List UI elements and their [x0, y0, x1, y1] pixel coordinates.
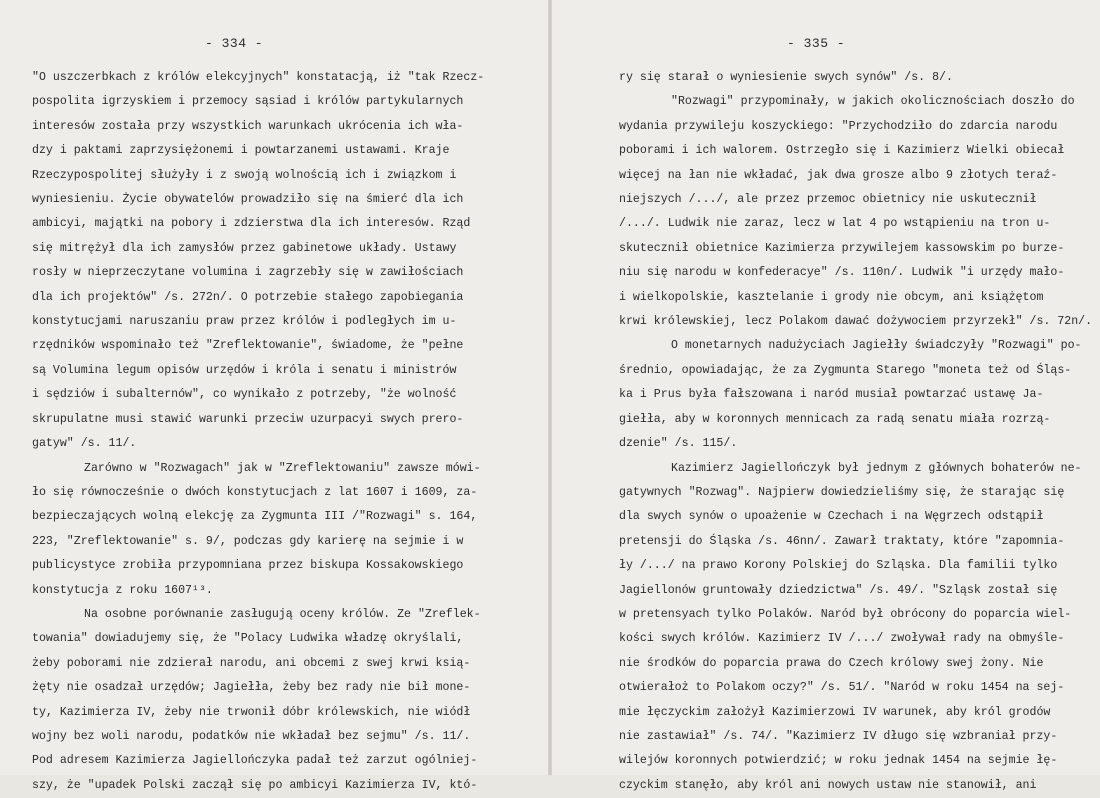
text-line: szy, że "upadek Polski zaczął się po ambicyi Kazimierza IV, któ-	[32, 778, 478, 792]
text-line: gatywnych "Rozwag". Najpierw dowiedzieliśmy się, że starając się	[619, 485, 1065, 499]
text-line: niejszych /.../, ale przez przemoc obietnicy nie uskutecznił	[619, 193, 1037, 207]
text-line: kości swych królów. Kazimierz IV /.../ zwoływał rady na obmyśle-	[619, 632, 1065, 646]
left-page	[0, 0, 548, 792]
text-line: pospolita igrzyskiem i przemocy sąsiad i królów partykularnych	[32, 95, 464, 109]
text-line: towania" dowiadujemy się, że "Polacy Ludwika władzę okryślali,	[32, 632, 464, 646]
text-line: ło się równocześnie o dwóch konstytucjach z lat 1607 i 1609, za-	[32, 485, 478, 499]
text-line: Pod adresem Kazimierza Jagiellończyka padał też zarzut ogólniej-	[32, 754, 478, 768]
text-line: O monetarnych nadużyciach Jagiełły świadczyły "Rozwagi" po-	[671, 339, 1082, 353]
text-line: mie łęczyckim założył Kazimierzowi IV warunek, aby król grodów	[619, 705, 1051, 719]
text-line: ry się starał o wyniesienie swych synów" /s. 8/.	[619, 71, 953, 84]
text-line: skrupulatne musi stawić warunki przeciw uzurpacyi swych prero-	[32, 412, 464, 426]
text-line: Rzeczypospolitej służyły i z swoją wolnością ich i związkom i	[32, 168, 457, 182]
text-line: otwierałoż to Polakom oczy?" /s. 51/. "Naród w roku 1454 na sej-	[619, 681, 1065, 695]
text-line: w pretensyach tylko Polaków. Naród był obrócony do poparcia wiel-	[619, 607, 1072, 621]
text-line: skutecznił obietnice Kazimierza przywilejem kassowskim po burze-	[619, 241, 1065, 255]
text-line: /.../. Ludwik nie zaraz, lecz w lat 4 po wstąpieniu na tron u-	[619, 217, 1051, 231]
text-line: konstytucja z roku 1607¹³.	[32, 583, 213, 597]
text-line: interesów została przy wszystkich warunkach ukrócenia ich wła-	[32, 119, 464, 133]
text-line: nie środków do poparcia prawa do Czech królowy swej żony. Nie	[619, 656, 1044, 670]
text-line: konstytucjami naruszaniu praw przez królów i podległych im u-	[32, 315, 457, 329]
text-line: "O uszczerbkach z królów elekcyjnych" konstatacją, iż "tak Rzecz-	[32, 71, 485, 84]
page-number-left: - 334 -	[205, 36, 264, 51]
text-line: Kazimierz Jagiellończyk był jednym z głównych bohaterów ne-	[671, 461, 1082, 475]
left-page-text	[32, 66, 532, 798]
text-line: bezpieczających wolną elekcję za Zygmunta III /"Rozwagi" s. 164,	[32, 510, 478, 524]
text-line: wilejów koronnych potwierdzić; w roku jednak 1454 na sejmie łę-	[619, 754, 1058, 768]
text-line: są Volumina legum opisów urzędów i króla i senatu i ministrów	[32, 363, 457, 377]
text-line: ka i Prus była fałszowana i naród musiał powtarzać ustawę Ja-	[619, 388, 1044, 402]
text-line: czyckim stanęło, aby król ani nowych ustaw nie stanowił, ani	[619, 778, 1037, 792]
text-line: i sędziów i subalternów", co wynikało z potrzeby, "że wolność	[32, 388, 457, 402]
text-line: giełła, aby w koronnych mennicach za radą senatu miała rozrzą-	[619, 412, 1051, 426]
text-line: rosły w nieprzeczytane volumina i zagrzebły się w zawiłościach	[32, 266, 464, 280]
text-line: gatyw" /s. 11/.	[32, 437, 137, 451]
text-line: żęty nie osadzał urzędów; Jagiełła, żeby bez rady nie bił mone-	[32, 681, 471, 695]
text-line: pretensji do Śląska /s. 46nn/. Zawarł traktaty, które "zapomnia-	[619, 534, 1065, 548]
text-line: Jagiellonów gruntowały dziedzictwa" /s. 49/. "Szląsk został się	[619, 583, 1058, 597]
text-line: "Rozwagi" przypominały, w jakich okolicznościach doszło do	[671, 95, 1075, 109]
text-line: dzenie" /s. 115/.	[619, 437, 738, 451]
text-line: wydania przywileju koszyckiego: "Przychodziło do zdarcia narodu	[619, 119, 1058, 133]
text-line: więcej na łan nie wkładać, jak dwa grosze albo 9 złotych teraź-	[619, 168, 1058, 182]
text-line: i wielkopolskie, kasztelanie i grody nie obcym, ani książętom	[619, 290, 1044, 304]
text-line: wojny bez woli narodu, podatków nie wkładał bez sejmu" /s. 11/.	[32, 729, 471, 743]
text-line: Na osobne porównanie zasługują oceny królów. Ze "Zreflek-	[84, 607, 481, 621]
text-line: publicystyce zrobiła przypomniana przez biskupa Kossakowskiego	[32, 559, 464, 573]
text-line: nie zastawiał" /s. 74/. "Kazimierz IV długo się wzbraniał przy-	[619, 729, 1058, 743]
text-line: ambicyi, majątki na pobory i zdzierstwa dla ich interesów. Rząd	[32, 217, 471, 231]
text-line: wyniesieniu. Życie obywatelów prowadziło się na śmierć dla ich	[32, 193, 464, 207]
text-line: średnio, opowiadając, że za Zygmunta Starego "moneta też od Śląs-	[619, 363, 1072, 377]
text-line: poborami i ich walorem. Ostrzegło się i Kazimierz Wielki obiecał	[619, 144, 1065, 158]
text-line: się mitrężył dla ich zamysłów przez gabinetowe układy. Ustawy	[32, 241, 457, 255]
text-line: Zarówno w "Rozwagach" jak w "Zreflektowaniu" zawsze mówi-	[84, 461, 481, 475]
page-number-right: - 335 -	[787, 36, 846, 51]
right-page-text	[619, 66, 1093, 798]
text-line: niu się narodu w konfederacye" /s. 110n/. Ludwik "i urzędy mało-	[619, 266, 1065, 280]
text-line: ty, Kazimierza IV, żeby nie trwonił dóbr królewskich, nie wiódł	[32, 705, 471, 719]
text-line: rzędników wspominało też "Zreflektowanie", świadome, że "pełne	[32, 339, 464, 353]
text-line: żeby poborami nie zdzierał narodu, ani obcemi z swej krwi ksią-	[32, 656, 471, 670]
text-line: ły /.../ na prawo Korony Polskiej do Szląska. Dla familii tylko	[619, 559, 1058, 573]
text-line: dzy i paktami zaprzysiężonemi i powtarzanemi ustawami. Kraje	[32, 144, 450, 158]
text-line: dla ich projektów" /s. 272n/. O potrzebie stałego zapobiegania	[32, 290, 464, 304]
text-line: krwi królewskiej, lecz Polakom dawać dożywociem przyrzekł" /s. 72n/.	[619, 315, 1093, 329]
text-line: dla swych synów o upoażenie w Czechach i na Węgrzech odstąpił	[619, 510, 1044, 524]
text-line: 223, "Zreflektowanie" s. 9/, podczas gdy karierę na sejmie i w	[32, 534, 464, 548]
